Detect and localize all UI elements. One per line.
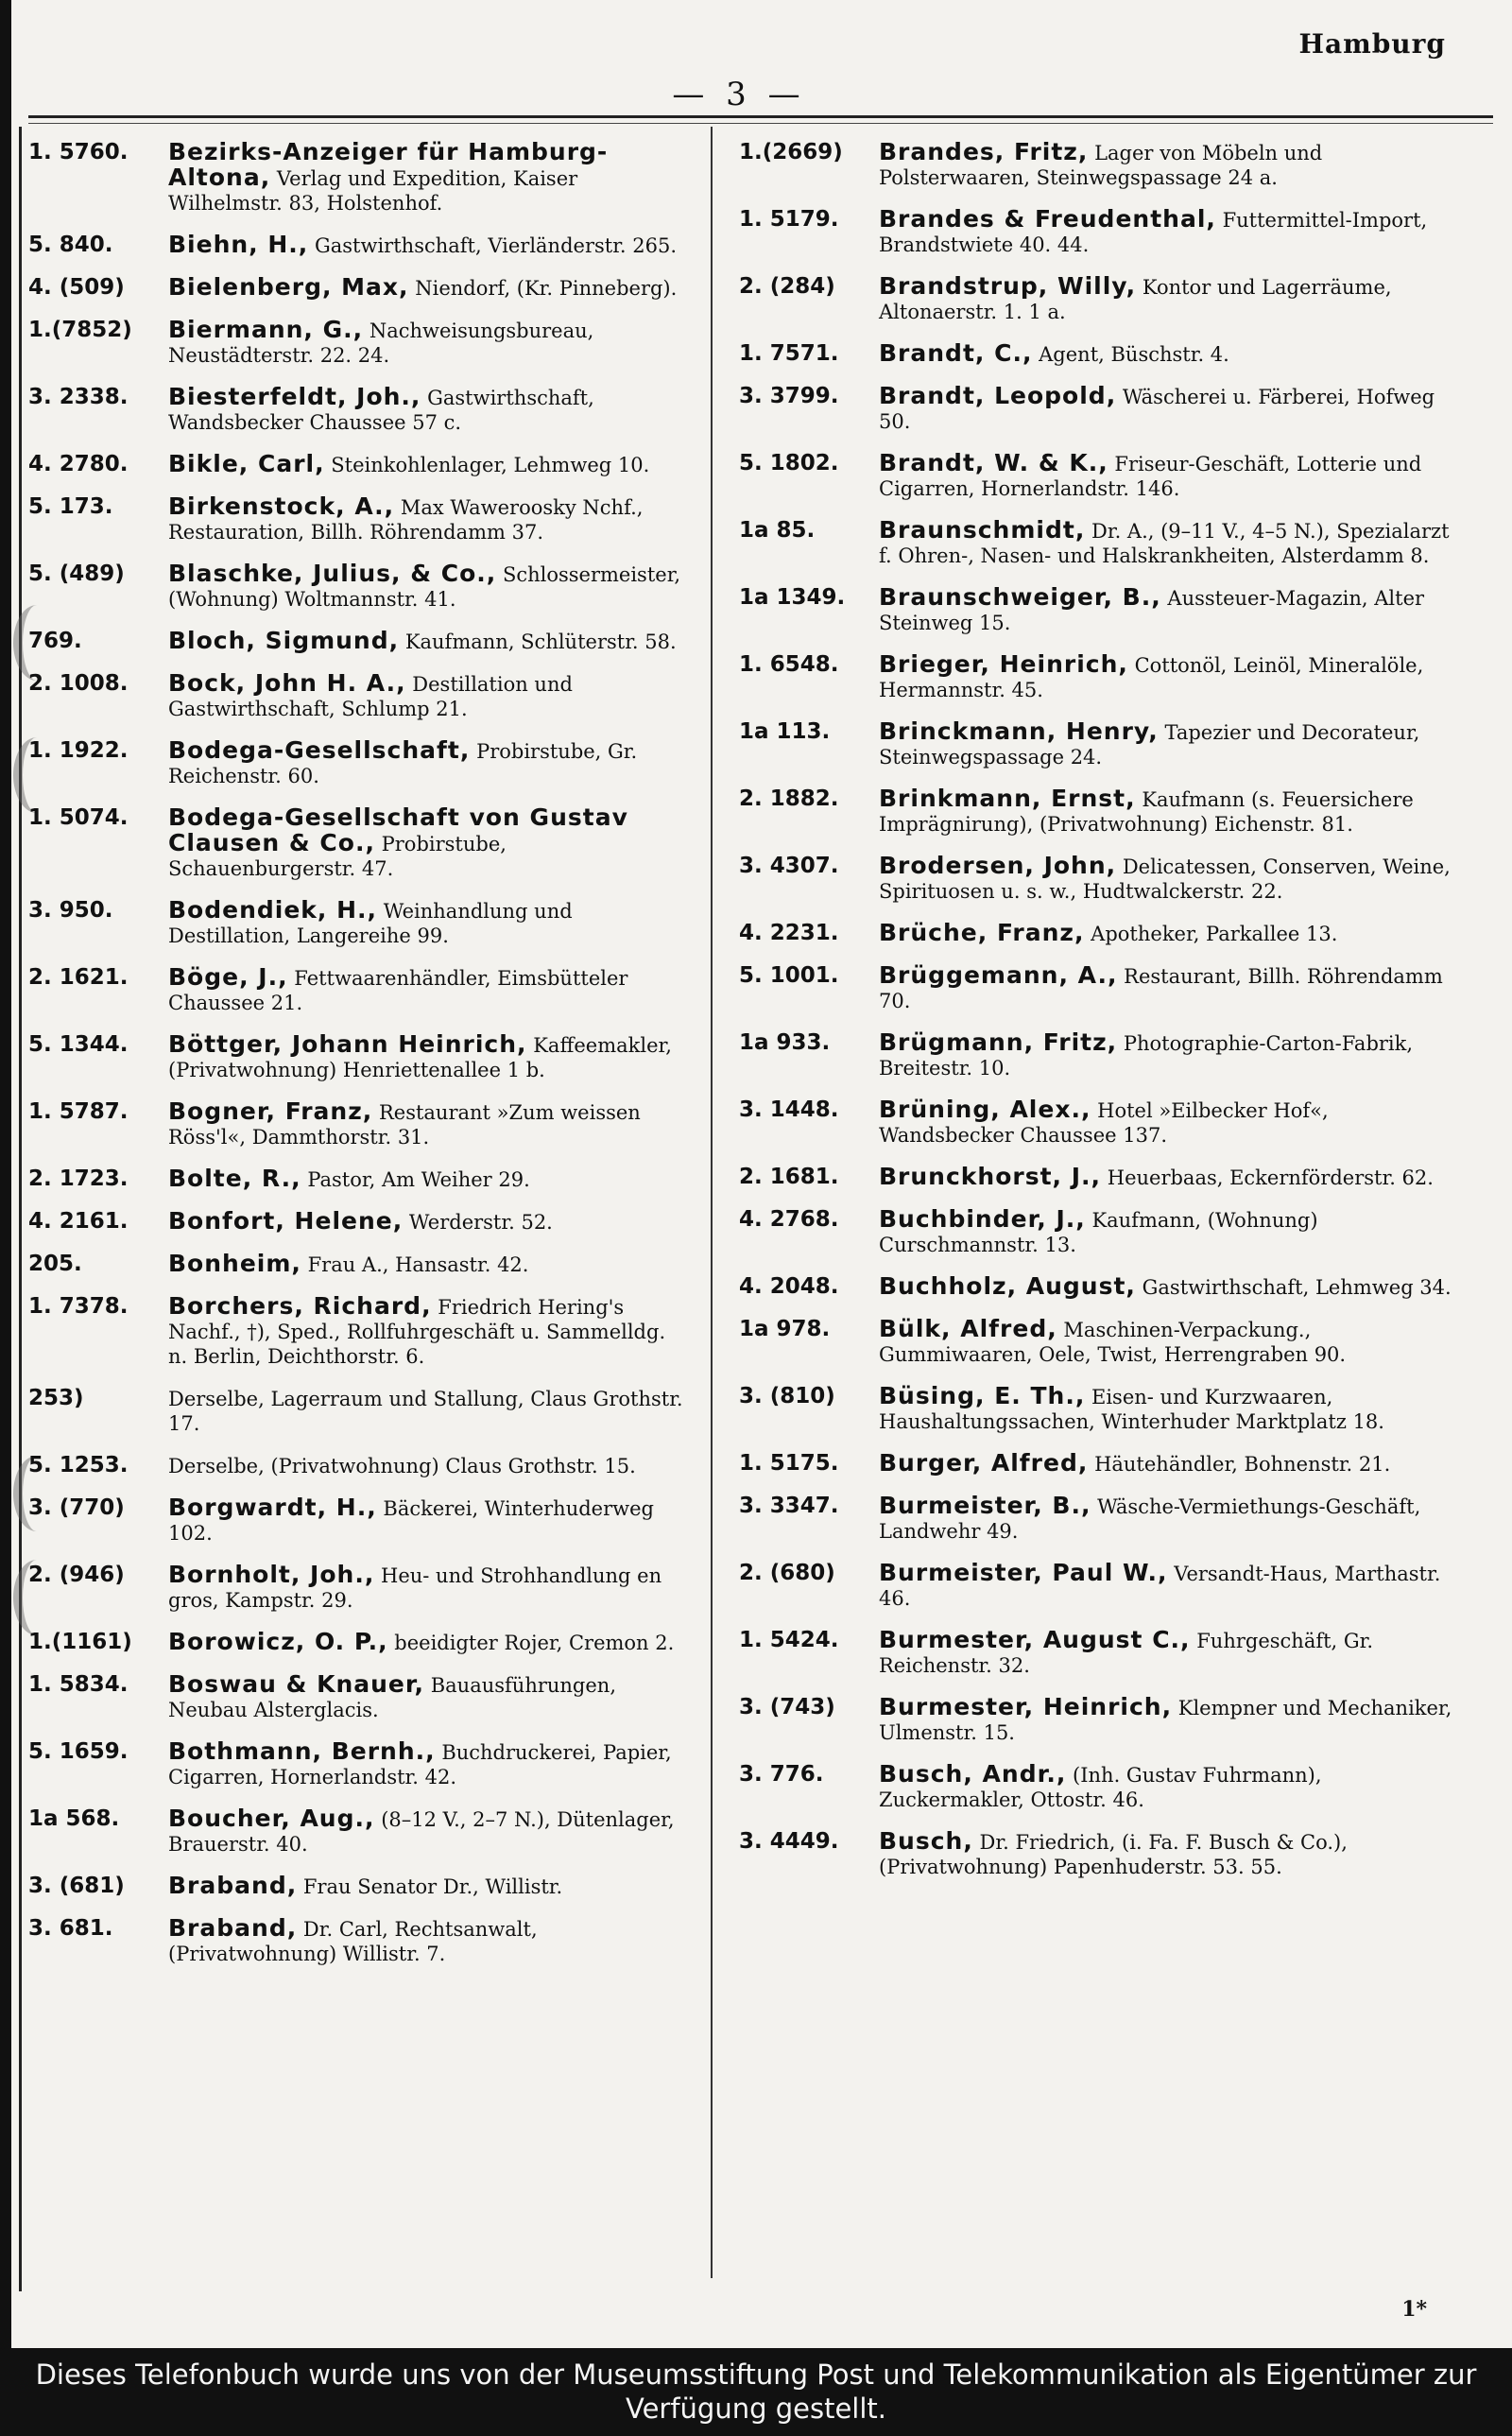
- directory-entry: [28, 1166, 690, 1192]
- subscriber-details: Klempner und Mechaniker, Ulmenstr. 15.: [879, 1697, 1452, 1744]
- subscriber-name: Boucher, Aug.,: [168, 1805, 375, 1832]
- subscriber-details: Frau A., Hansastr. 42.: [307, 1253, 529, 1276]
- directory-entry: [739, 1207, 1457, 1257]
- subscriber-details: Kaufmann, (Wohnung) Curschmannstr. 13.: [879, 1209, 1318, 1256]
- phone-number: 1.(2669): [739, 140, 843, 164]
- right-column: [739, 140, 1457, 1896]
- phone-number: 4. 2048.: [739, 1274, 839, 1299]
- directory-entry: [28, 233, 690, 258]
- phone-number: 1. 7571.: [739, 341, 839, 366]
- directory-entry: [28, 318, 690, 368]
- directory-entry: [28, 629, 690, 654]
- subscriber-name: Braunschmidt,: [879, 516, 1086, 544]
- subscriber-name: Büsing, E. Th.,: [879, 1382, 1086, 1409]
- subscriber-details: Häutehändler, Bohnenstr. 21.: [1094, 1453, 1391, 1476]
- directory-page: [11, 0, 1512, 2348]
- phone-number: 5. 840.: [28, 233, 113, 257]
- subscriber-name: Bielenberg, Max,: [168, 273, 409, 301]
- phone-number: 3. (770): [28, 1495, 125, 1520]
- subscriber-name: Brandt, Leopold,: [879, 382, 1117, 409]
- subscriber-details: Pastor, Am Weiher 29.: [307, 1168, 530, 1191]
- phone-number: 3. 2338.: [28, 385, 129, 409]
- subscriber-name: Bloch, Sigmund,: [168, 627, 400, 654]
- subscriber-name: Bothmann, Bernh.,: [168, 1737, 436, 1765]
- phone-number: 1. 7378.: [28, 1294, 129, 1319]
- phone-number: 1. 5760.: [28, 140, 129, 164]
- directory-entry: [739, 1561, 1457, 1611]
- subscriber-name: Brandt, W. & K.,: [879, 449, 1108, 476]
- directory-entry: [28, 494, 690, 544]
- subscriber-name: Bonfort, Helene,: [168, 1207, 404, 1235]
- phone-number: 3. 3347.: [739, 1494, 839, 1518]
- subscriber-details: Probirstube, Schauenburgerstr. 47.: [168, 833, 507, 880]
- phone-number: 1. 5074.: [28, 805, 129, 830]
- subscriber-details: Eisen- und Kurzwaaren, Haushaltungssachen, Winterhuder Marktplatz 18.: [879, 1386, 1384, 1433]
- phone-number: 1. 5175.: [739, 1451, 839, 1476]
- phone-number: 3. 950.: [28, 898, 113, 923]
- subscriber-name: Brüggemann, A.,: [879, 961, 1118, 989]
- subscriber-details: Versandt-Haus, Marthastr. 46.: [879, 1563, 1441, 1610]
- subscriber-name: Burmeister, B.,: [879, 1492, 1091, 1519]
- directory-entry: [739, 1829, 1457, 1879]
- running-head-city: Hamburg: [1298, 28, 1446, 60]
- directory-entry: [739, 1695, 1457, 1745]
- subscriber-name: Brüche, Franz,: [879, 919, 1085, 946]
- subscriber-details: Schlossermeister, (Wohnung) Woltmannstr. 41.: [168, 563, 681, 611]
- directory-entry: [739, 1030, 1457, 1080]
- phone-number: 1. 5424.: [739, 1628, 839, 1652]
- directory-entry: [28, 1739, 690, 1789]
- phone-number: 3. (681): [28, 1874, 125, 1898]
- subscriber-details: Heuerbaas, Eckernförderstr. 62.: [1107, 1166, 1434, 1189]
- subscriber-name: Bogner, Franz,: [168, 1097, 373, 1125]
- phone-number: 2. 1882.: [739, 786, 839, 811]
- subscriber-details: (8–12 V., 2–7 N.), Dütenlager, Brauerstr. 40.: [168, 1808, 675, 1856]
- subscriber-details: Nachweisungsbureau, Neustädterstr. 22. 24.: [168, 320, 594, 367]
- phone-number: 1a 568.: [28, 1806, 120, 1831]
- directory-entry: [739, 585, 1457, 635]
- phone-number: 3. 4307.: [739, 854, 839, 878]
- phone-number: 1. 5787.: [28, 1099, 129, 1124]
- subscriber-details: Aussteuer-Magazin, Alter Steinweg 15.: [879, 587, 1425, 634]
- phone-number: 1.(7852): [28, 318, 132, 342]
- directory-entry: [739, 1165, 1457, 1190]
- phone-number: 4. (509): [28, 275, 125, 300]
- phone-number: 2. 1008.: [28, 671, 129, 696]
- directory-entry: [28, 1563, 690, 1613]
- subscriber-name: Biehn, H.,: [168, 231, 309, 258]
- subscriber-name: Burmester, Heinrich,: [879, 1693, 1173, 1720]
- phone-number: 3. (810): [739, 1384, 835, 1408]
- subscriber-name: Bodega-Gesellschaft,: [168, 736, 471, 764]
- subscriber-name: Bock, John H. A.,: [168, 669, 406, 697]
- subscriber-details: Dr. Friedrich, (i. Fa. F. Busch & Co.), (Privatwohnung) Papenhuderstr. 53. 55.: [879, 1831, 1348, 1878]
- subscriber-details: Gastwirthschaft, Lehmweg 34.: [1142, 1276, 1452, 1299]
- directory-entry: [739, 207, 1457, 257]
- subscriber-details: Futtermittel-Import, Brandstwiete 40. 44.: [879, 209, 1428, 256]
- subscriber-details: Bauausführungen, Neubau Alsterglacis.: [168, 1674, 616, 1721]
- subscriber-details: Agent, Büschstr. 4.: [1039, 343, 1229, 366]
- left-margin-rule: [19, 127, 22, 2291]
- subscriber-details: Restaurant »Zum weissen Röss'l«, Dammthorstr. 31.: [168, 1101, 641, 1149]
- directory-entry: [739, 1097, 1457, 1148]
- subscriber-name: Brieger, Heinrich,: [879, 650, 1128, 678]
- subscriber-details: Cottonöl, Leinöl, Mineralöle, Hermannstr. 45.: [879, 654, 1424, 701]
- subscriber-details: Destillation und Gastwirthschaft, Schlump 21.: [168, 673, 573, 720]
- directory-entry: [739, 1317, 1457, 1367]
- subscriber-details: Kaffeemakler, (Privatwohnung) Henriettenallee 1 b.: [168, 1034, 672, 1081]
- directory-entry: [739, 1762, 1457, 1812]
- subscriber-name: Brüning, Alex.,: [879, 1096, 1091, 1123]
- phone-number: 769.: [28, 629, 82, 653]
- subscriber-name: Buchholz, August,: [879, 1272, 1136, 1300]
- subscriber-details: Friseur-Geschäft, Lotterie und Cigarren, Hornerlandstr. 146.: [879, 453, 1422, 500]
- phone-number: 1.(1161): [28, 1630, 132, 1654]
- subscriber-details: Max Waweroosky Nchf., Restauration, Billh. Röhrendamm 37.: [168, 496, 644, 544]
- subscriber-details: Buchdruckerei, Papier, Cigarren, Hornerlandstr. 42.: [168, 1741, 672, 1788]
- directory-entry: [739, 384, 1457, 434]
- subscriber-name: Böge, J.,: [168, 963, 288, 991]
- directory-entry: [739, 274, 1457, 324]
- header-rule: [28, 115, 1493, 118]
- directory-entry: [28, 1495, 690, 1546]
- phone-number: 5. (489): [28, 561, 125, 586]
- phone-number: 3. 776.: [739, 1762, 824, 1787]
- subscriber-details: Bäckerei, Winterhuderweg 102.: [168, 1497, 654, 1545]
- subscriber-details: Wäscherei u. Färberei, Hofweg 50.: [879, 386, 1435, 433]
- subscriber-name: Bornholt, Joh.,: [168, 1561, 375, 1588]
- phone-number: 2. 1723.: [28, 1166, 129, 1191]
- subscriber-details: Restaurant, Billh. Röhrendamm 70.: [879, 965, 1443, 1012]
- subscriber-name: Biermann, G.,: [168, 316, 364, 343]
- phone-number: 4. 2768.: [739, 1207, 839, 1232]
- directory-entry: [28, 561, 690, 612]
- directory-entry: [28, 1386, 690, 1436]
- subscriber-details: Dr. Carl, Rechtsanwalt, (Privatwohnung) Willistr. 7.: [168, 1918, 538, 1965]
- directory-entry: [28, 1099, 690, 1149]
- phone-number: 3. (743): [739, 1695, 835, 1719]
- phone-number: 2. (284): [739, 274, 835, 299]
- directory-entry: [28, 1453, 690, 1478]
- subscriber-name: Brinckmann, Henry,: [879, 717, 1159, 745]
- subscriber-name: Brodersen, John,: [879, 852, 1117, 879]
- subscriber-details: Kontor und Lagerräume, Altonaerstr. 1. 1 a.: [879, 276, 1392, 323]
- subscriber-details: Frau Senator Dr., Willistr.: [302, 1875, 563, 1898]
- subscriber-details: Derselbe, Lagerraum und Stallung, Claus Grothstr. 17.: [168, 1388, 683, 1435]
- subscriber-name: Bülk, Alfred,: [879, 1315, 1057, 1342]
- directory-entry: [739, 652, 1457, 702]
- subscriber-details: Heu- und Strohhandlung en gros, Kampstr. 29.: [168, 1564, 662, 1612]
- phone-number: 3. 3799.: [739, 384, 839, 408]
- subscriber-name: Biesterfeldt, Joh.,: [168, 383, 421, 410]
- subscriber-details: Steinkohlenlager, Lehmweg 10.: [331, 454, 650, 476]
- page-number: — 3 —: [672, 76, 806, 113]
- subscriber-details: Dr. A., (9–11 V., 4–5 N.), Spezialarzt f. Ohren-, Nasen- und Halskrankheiten, Alsterdamm 8.: [879, 520, 1450, 567]
- phone-number: 4. 2780.: [28, 452, 129, 476]
- directory-entry: [739, 719, 1457, 769]
- subscriber-details: Fettwaarenhändler, Eimsbütteler Chaussee 21.: [168, 967, 628, 1014]
- directory-entry: [28, 1874, 690, 1899]
- phone-number: 1. 5834.: [28, 1672, 129, 1697]
- phone-number: 4. 2231.: [739, 921, 839, 945]
- directory-entry: [28, 1672, 690, 1722]
- subscriber-name: Bodega-Gesellschaft von Gustav Clausen & Co.,: [168, 803, 628, 856]
- subscriber-details: (Inh. Gustav Fuhrmann), Zuckermakler, Ottostr. 46.: [879, 1764, 1322, 1811]
- subscriber-details: Wäsche-Vermiethungs-Geschäft, Landwehr 49.: [879, 1495, 1421, 1543]
- directory-entry: [739, 1274, 1457, 1300]
- directory-entry: [28, 965, 690, 1015]
- column-divider: [711, 127, 713, 2278]
- directory-entry: [739, 854, 1457, 904]
- subscriber-details: Photographie-Carton-Fabrik, Breitestr. 10.: [879, 1032, 1414, 1080]
- subscriber-name: Bezirks-Anzeiger für Hamburg-Altona,: [168, 138, 609, 191]
- phone-number: 5. 173.: [28, 494, 113, 519]
- subscriber-name: Braband,: [168, 1872, 298, 1899]
- phone-number: 1a 113.: [739, 719, 831, 744]
- phone-number: 253): [28, 1386, 84, 1410]
- subscriber-name: Brandes & Freudenthal,: [879, 205, 1216, 233]
- directory-entry: [739, 786, 1457, 837]
- subscriber-name: Buchbinder, J.,: [879, 1205, 1086, 1233]
- phone-number: 1. 5179.: [739, 207, 839, 232]
- subscriber-name: Borowicz, O. P.,: [168, 1628, 388, 1655]
- phone-number: 1. 1922.: [28, 738, 129, 763]
- subscriber-name: Borchers, Richard,: [168, 1292, 432, 1320]
- directory-entry: [739, 1628, 1457, 1678]
- subscriber-name: Busch,: [879, 1827, 973, 1855]
- subscriber-details: beeidigter Rojer, Cremon 2.: [394, 1632, 675, 1654]
- phone-number: 2. 1681.: [739, 1165, 839, 1189]
- directory-entry: [28, 805, 690, 881]
- directory-entry: [28, 452, 690, 477]
- phone-number: 3. 4449.: [739, 1829, 839, 1854]
- subscriber-name: Burmester, August C.,: [879, 1626, 1191, 1653]
- directory-entry: [739, 341, 1457, 367]
- phone-number: 205.: [28, 1252, 82, 1276]
- subscriber-details: Weinhandlung und Destillation, Langereihe 99.: [168, 900, 573, 947]
- subscriber-name: Bikle, Carl,: [168, 450, 325, 477]
- subscriber-name: Böttger, Johann Heinrich,: [168, 1030, 527, 1058]
- subscriber-name: Brandstrup, Willy,: [879, 272, 1137, 300]
- subscriber-details: Maschinen-Verpackung., Gummiwaaren, Oele, Twist, Herrengraben 90.: [879, 1319, 1347, 1366]
- phone-number: 5. 1659.: [28, 1739, 129, 1764]
- directory-entry: [28, 140, 690, 216]
- directory-entry: [28, 1916, 690, 1966]
- directory-entry: [28, 1630, 690, 1655]
- subscriber-details: Tapezier und Decorateur, Steinwegspassage 24.: [879, 721, 1420, 769]
- subscriber-name: Braband,: [168, 1914, 298, 1942]
- directory-entry: [28, 1252, 690, 1277]
- subscriber-details: Gastwirthschaft, Wandsbecker Chaussee 57 c.: [168, 387, 594, 434]
- directory-entry: [28, 1806, 690, 1857]
- subscriber-details: Kaufmann, Schlüterstr. 58.: [404, 631, 677, 653]
- subscriber-name: Brunckhorst, J.,: [879, 1163, 1102, 1190]
- directory-entry: [739, 1494, 1457, 1544]
- subscriber-name: Bolte, R.,: [168, 1165, 301, 1192]
- phone-number: 1a 978.: [739, 1317, 831, 1341]
- directory-entry: [739, 451, 1457, 501]
- header-rule-thin: [28, 123, 1493, 124]
- subscriber-name: Blaschke, Julius, & Co.,: [168, 560, 497, 587]
- phone-number: 2. (680): [739, 1561, 835, 1585]
- phone-number: 1a 85.: [739, 518, 816, 543]
- phone-number: 1a 1349.: [739, 585, 846, 610]
- subscriber-name: Brinkmann, Ernst,: [879, 785, 1136, 812]
- subscriber-name: Borgwardt, H.,: [168, 1494, 377, 1521]
- phone-number: 1. 6548.: [739, 652, 839, 677]
- phone-number: 5. 1001.: [739, 963, 839, 988]
- subscriber-details: Probirstube, Gr. Reichenstr. 60.: [168, 740, 638, 787]
- subscriber-details: Lager von Möbeln und Polsterwaaren, Steinwegspassage 24 a.: [879, 142, 1323, 189]
- credit-caption: Dieses Telefonbuch wurde uns von der Museumsstiftung Post und Telekommunikation als Eigentümer zur Verfügung gestellt.: [35, 2358, 1477, 2425]
- phone-number: 5. 1802.: [739, 451, 839, 475]
- left-column: [28, 140, 690, 1983]
- subscriber-details: Hotel »Eilbecker Hof«, Wandsbecker Chaussee 137.: [879, 1099, 1329, 1147]
- subscriber-name: Birkenstock, A.,: [168, 492, 395, 520]
- subscriber-name: Busch, Andr.,: [879, 1760, 1067, 1788]
- subscriber-details: Apotheker, Parkallee 13.: [1091, 923, 1338, 945]
- phone-number: 2. (946): [28, 1563, 125, 1587]
- subscriber-details: Delicatessen, Conserven, Weine, Spirituosen u. s. w., Hudtwalckerstr. 22.: [879, 855, 1451, 903]
- directory-entry: [739, 963, 1457, 1013]
- subscriber-name: Bonheim,: [168, 1250, 301, 1277]
- directory-entry: [739, 1384, 1457, 1434]
- directory-entry: [28, 385, 690, 435]
- directory-entry: [739, 921, 1457, 946]
- phone-number: 4. 2161.: [28, 1209, 129, 1234]
- signature-mark: 1*: [1401, 2297, 1427, 2322]
- directory-entry: [28, 738, 690, 788]
- subscriber-details: Niendorf, (Kr. Pinneberg).: [415, 277, 678, 300]
- directory-entry: [28, 275, 690, 301]
- directory-entry: [28, 1032, 690, 1082]
- directory-entry: [739, 518, 1457, 568]
- directory-entry: [28, 898, 690, 948]
- subscriber-name: Boswau & Knauer,: [168, 1670, 425, 1698]
- subscriber-details: Gastwirthschaft, Vierländerstr. 265.: [314, 234, 678, 257]
- directory-entry: [28, 1294, 690, 1369]
- phone-number: 3. 681.: [28, 1916, 113, 1941]
- subscriber-details: Fuhrgeschäft, Gr. Reichenstr. 32.: [879, 1630, 1374, 1677]
- subscriber-details: Friedrich Hering's Nachf., †), Sped., Rollfuhrgeschäft u. Sammelldg. n. Berlin, Deichthorstr. 6.: [168, 1296, 666, 1368]
- phone-number: 2. 1621.: [28, 965, 129, 990]
- phone-number: 5. 1253.: [28, 1453, 129, 1477]
- directory-entry: [28, 1209, 690, 1235]
- phone-number: 1a 933.: [739, 1030, 831, 1055]
- subscriber-name: Burger, Alfred,: [879, 1449, 1089, 1477]
- subscriber-name: Bodendiek, H.,: [168, 896, 378, 924]
- subscriber-name: Burmeister, Paul W.,: [879, 1559, 1168, 1586]
- subscriber-details: Derselbe, (Privatwohnung) Claus Grothstr. 15.: [168, 1455, 636, 1477]
- directory-entry: [739, 1451, 1457, 1477]
- directory-entry: [28, 671, 690, 721]
- subscriber-name: Brandt, C.,: [879, 339, 1033, 367]
- phone-number: 5. 1344.: [28, 1032, 129, 1057]
- subscriber-details: Kaufmann (s. Feuersichere Imprägnirung), (Privatwohnung) Eichenstr. 81.: [879, 788, 1414, 836]
- directory-entry: [739, 140, 1457, 190]
- subscriber-details: Werderstr. 52.: [408, 1211, 553, 1234]
- subscriber-name: Braunschweiger, B.,: [879, 583, 1161, 611]
- phone-number: 3. 1448.: [739, 1097, 839, 1122]
- subscriber-details: Verlag und Expedition, Kaiser Wilhelmstr. 83, Holstenhof.: [168, 167, 578, 215]
- subscriber-name: Brügmann, Fritz,: [879, 1028, 1118, 1056]
- subscriber-name: Brandes, Fritz,: [879, 138, 1089, 165]
